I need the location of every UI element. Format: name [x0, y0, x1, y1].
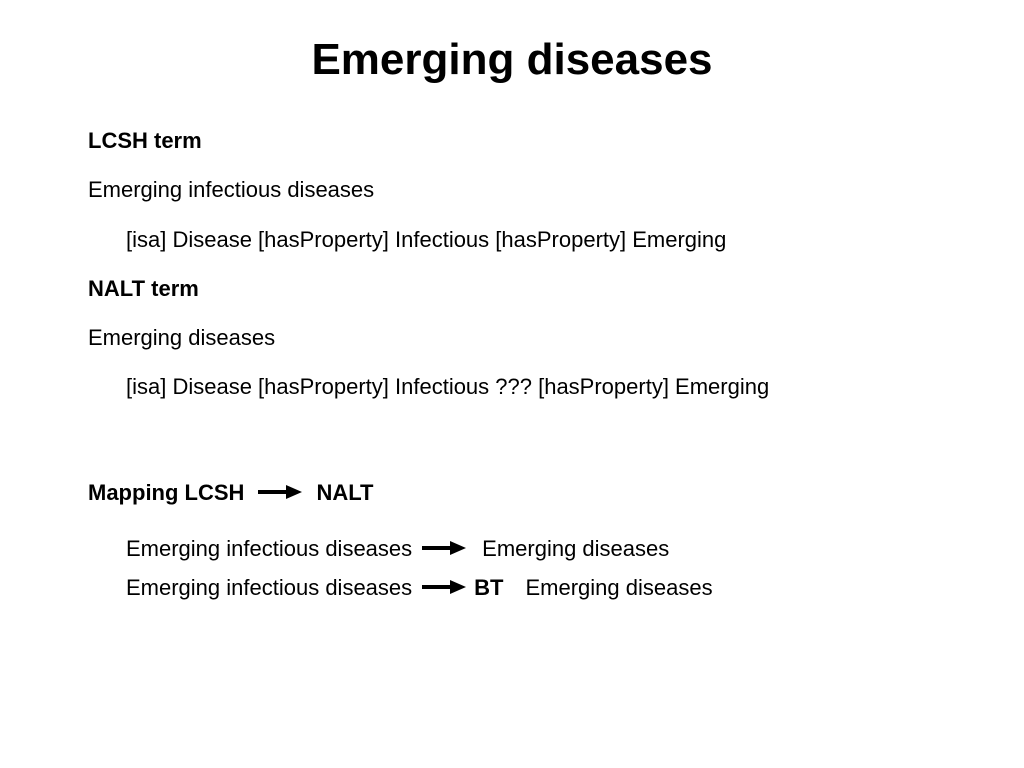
mapping-row-source: Emerging infectious diseases — [126, 536, 413, 561]
lcsh-heading: LCSH term — [88, 128, 202, 153]
mapping-heading-target: NALT — [316, 480, 374, 505]
slide-title: Emerging diseases — [311, 35, 713, 84]
lcsh-definition: [isa] Disease [hasProperty] Infectious [hasProperty] Emerging — [126, 227, 727, 252]
right-arrow-icon — [258, 485, 302, 499]
mapping-relation: BT — [474, 575, 504, 600]
mapping-row-target: Emerging diseases — [525, 575, 713, 600]
nalt-heading: NALT term — [88, 276, 199, 301]
right-arrow-icon — [422, 541, 466, 555]
mapping-row — [126, 536, 669, 562]
nalt-term: Emerging diseases — [88, 325, 276, 350]
mapping-heading-source: Mapping LCSH — [88, 480, 245, 505]
mapping-row-target: Emerging diseases — [482, 536, 670, 561]
mapping-row — [126, 575, 713, 601]
mapping-heading — [88, 480, 373, 506]
nalt-definition: [isa] Disease [hasProperty] Infectious ??? [hasProperty] Emerging — [126, 374, 770, 399]
right-arrow-icon — [422, 580, 466, 594]
mapping-row-source: Emerging infectious diseases — [126, 575, 413, 600]
lcsh-term: Emerging infectious diseases — [88, 177, 375, 202]
